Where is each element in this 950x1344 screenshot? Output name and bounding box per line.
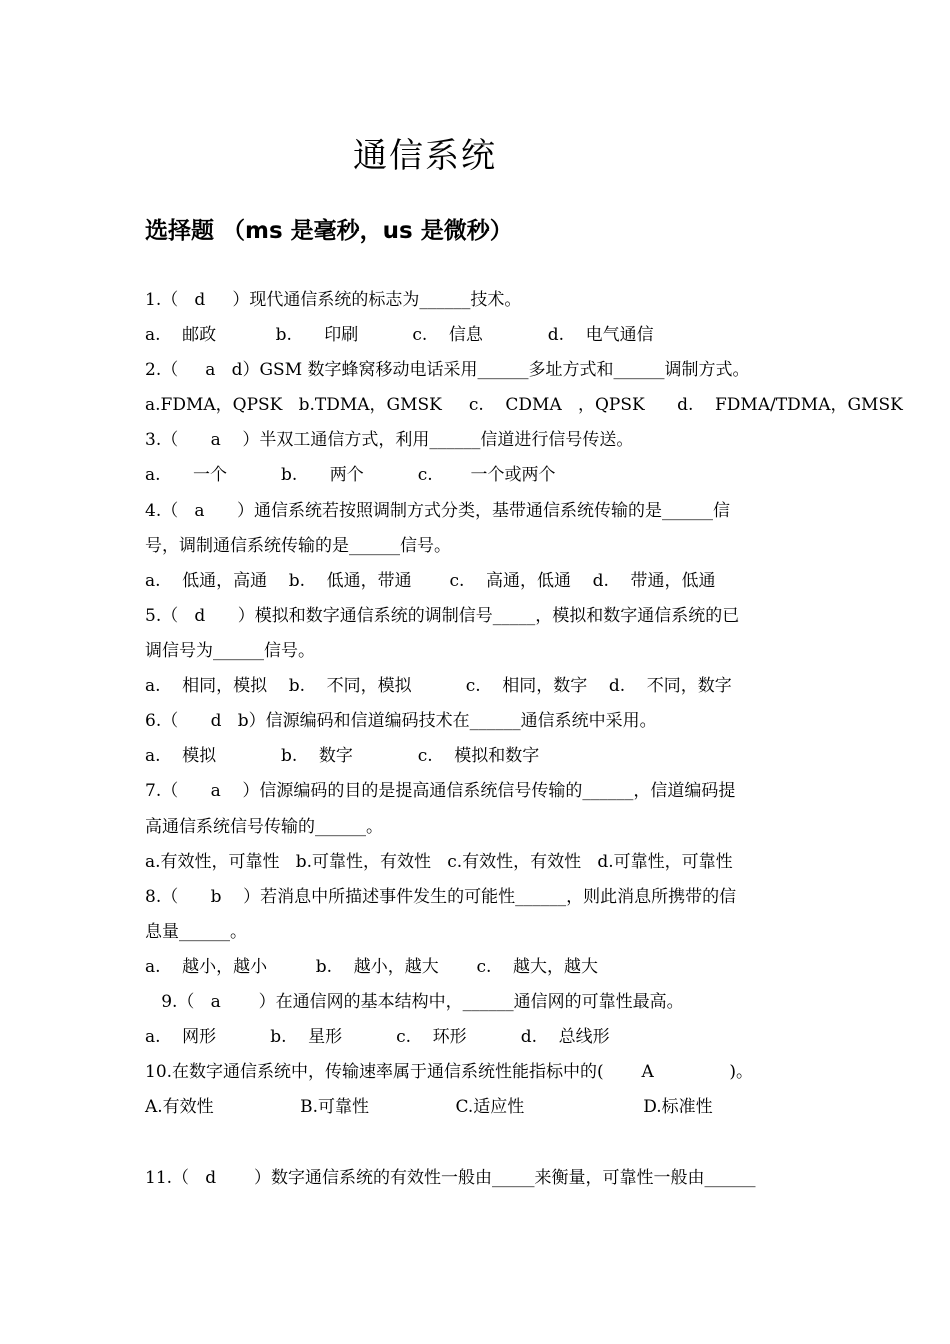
question-7-options: a.有效性，可靠性 b.可靠性，有效性 c.有效性，有效性 d.可靠性，可靠性: [145, 852, 733, 872]
question-11: 11.（ d ）数字通信系统的有效性一般由_____来衡量，可靠性一般由______: [145, 1168, 756, 1188]
question-4: 4.（ a ）通信系统若按照调制方式分类，基带通信系统传输的是______信: [145, 501, 730, 521]
question-9-options: a. 网形 b. 星形 c. 环形 d. 总线形: [145, 1027, 610, 1047]
question-5-options: a. 相同，模拟 b. 不同，模拟 c. 相同，数字 d. 不同，数字: [145, 676, 732, 696]
question-10-options: A.有效性 B.可靠性 C.适应性 D.标准性: [145, 1097, 713, 1117]
question-4-options: a. 低通，高通 b. 低通，带通 c. 高通，低通 d. 带通，低通: [145, 571, 716, 591]
page-title: 通信系统: [353, 136, 497, 176]
question-8-continued: 息量______。: [145, 922, 247, 942]
question-7-continued: 高通信系统信号传输的______。: [145, 817, 383, 837]
question-6-options: a. 模拟 b. 数字 c. 模拟和数字: [145, 746, 540, 766]
question-8-options: a. 越小，越小 b. 越小，越大 c. 越大，越大: [145, 957, 599, 977]
question-1: 1.（ d ）现代通信系统的标志为______技术。: [145, 290, 522, 310]
question-8: 8.（ b ）若消息中所描述事件发生的可能性______，则此消息所携带的信: [145, 887, 737, 907]
question-10: 10.在数字通信系统中，传输速率属于通信系统性能指标中的( A )。: [145, 1062, 754, 1082]
question-1-options: a. 邮政 b. 印刷 c. 信息 d. 电气通信: [145, 325, 654, 345]
question-5: 5.（ d ）模拟和数字通信系统的调制信号_____，模拟和数字通信系统的已: [145, 606, 740, 626]
question-3: 3.（ a ）半双工通信方式，利用______信道进行信号传送。: [145, 430, 634, 450]
question-7: 7.（ a ）信源编码的目的是提高通信系统信号传输的______，信道编码提: [145, 781, 736, 801]
question-4-continued: 号，调制通信系统传输的是______信号。: [145, 536, 451, 556]
question-2: 2.（ a d）GSM 数字蜂窝移动电话采用______多址方式和______调制方式。: [145, 360, 750, 380]
question-3-options: a. 一个 b. 两个 c. 一个或两个: [145, 465, 556, 485]
question-6: 6.（ d b）信源编码和信道编码技术在______通信系统中采用。: [145, 711, 657, 731]
question-5-continued: 调信号为______信号。: [145, 641, 315, 661]
question-2-options: a.FDMA，QPSK b.TDMA，GMSK c. CDMA ，QPSK d. FDMA/TDMA，GMSK: [145, 395, 903, 415]
section-heading: 选择题 （ms 是毫秒，us 是微秒）: [145, 218, 513, 244]
question-9: 9.（ a ）在通信网的基本结构中，______通信网的可靠性最高。: [145, 992, 684, 1012]
